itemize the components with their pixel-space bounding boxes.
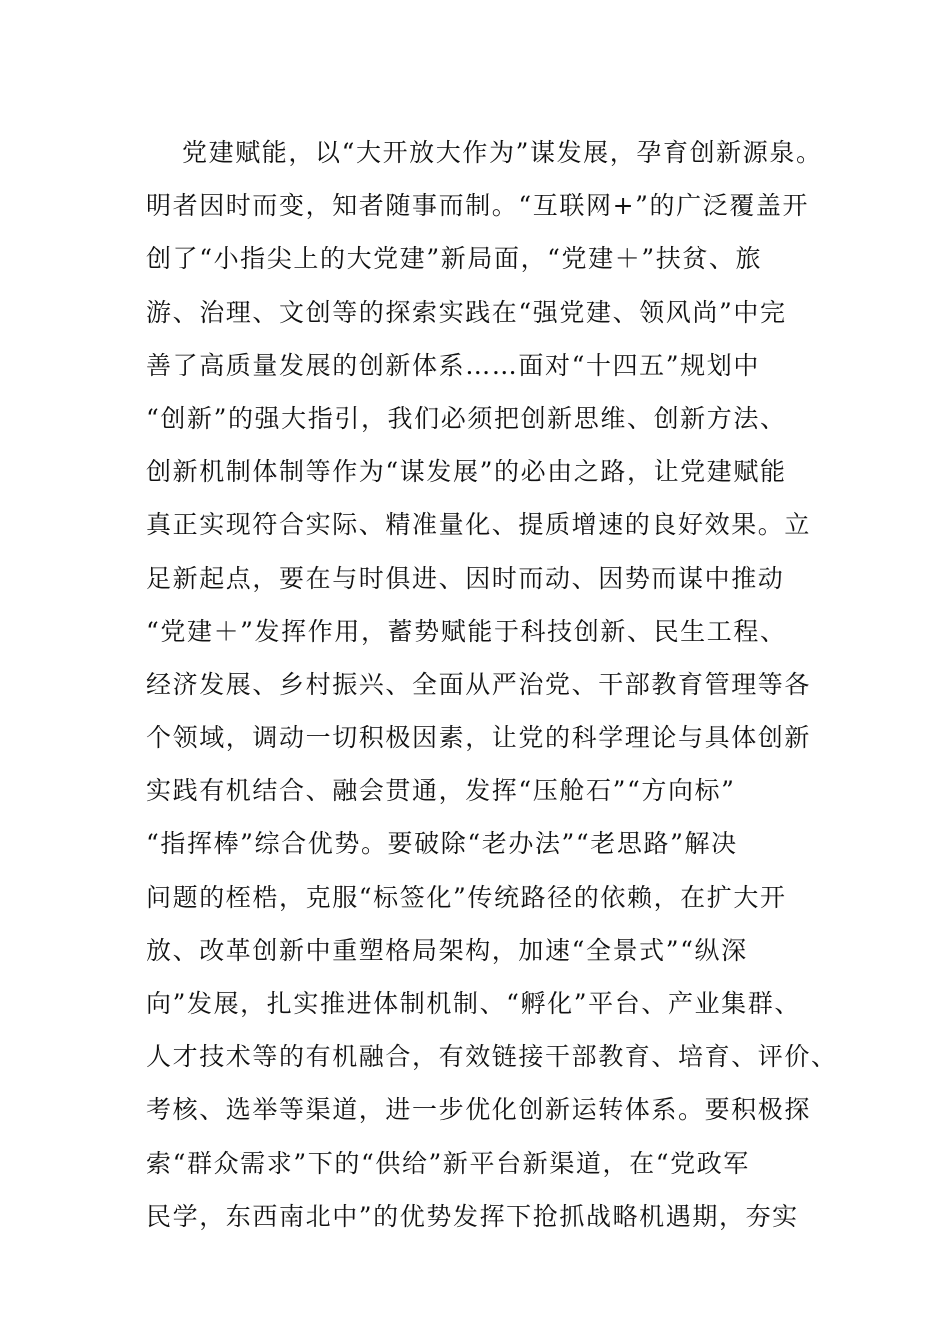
paragraph-line: 人才技术等的有机融合，有效链接干部教育、培育、评价、 — [146, 1042, 838, 1072]
paragraph-line: 实践有机结合、融会贯通，发挥“压舱石”“方向标” — [146, 776, 736, 806]
paragraph-line: 经济发展、乡村振兴、全面从严治党、干部教育管理等各 — [146, 669, 812, 699]
paragraph — [146, 126, 838, 1243]
paragraph-line: 善了高质量发展的创新体系……面对“十四五”规划中 — [146, 350, 760, 380]
paragraph-line: 真正实现符合实际、精准量化、提质增速的良好效果。立 — [146, 510, 812, 540]
paragraph-line: 民学，东西南北中”的优势发挥下抢抓战略机遇期，夯实 — [146, 1201, 799, 1231]
paragraph-line: 明者因时而变，知者随事而制。“互联网+”的广泛覆盖开 — [146, 191, 810, 221]
paragraph-line: 足新起点，要在与时俱进、因时而动、因势而谋中推动 — [146, 563, 785, 593]
paragraph-line: 向”发展，扎实推进体制机制、“孵化”平台、产业集群、 — [146, 989, 801, 1018]
paragraph-line: 个领域，调动一切积极因素，让党的科学理论与具体创新 — [146, 723, 812, 753]
paragraph-line: “党建＋”发挥作用，蓄势赋能于科技创新、民生工程、 — [146, 616, 787, 646]
paragraph-line: 问题的桎梏，克服“标签化”传统路径的依赖，在扩大开 — [146, 882, 787, 912]
paragraph-line: “指挥棒”综合优势。要破除“老办法”“老思路”解决 — [146, 829, 738, 859]
paragraph-line: 索“群众需求”下的“供给”新平台新渠道，在“党政军 — [146, 1148, 750, 1178]
paragraph-line: 游、治理、文创等的探索实践在“强党建、领风尚”中完 — [146, 297, 787, 327]
paragraph-line: 党建赋能，以“大开放大作为”谋发展，孕育创新源泉。 — [182, 138, 823, 167]
paragraph-line: “创新”的强大指引，我们必须把创新思维、创新方法、 — [146, 403, 787, 433]
paragraph-line: 放、改革创新中重塑格局架构，加速“全景式”“纵深 — [146, 935, 748, 965]
paragraph-line: 创了“小指尖上的大党建”新局面，“党建＋”扶贫、旅 — [146, 244, 763, 274]
paragraph-line: 考核、选举等渠道，进一步优化创新运转体系。要积极探 — [146, 1095, 812, 1125]
paragraph-line: 创新机制体制等作为“谋发展”的必由之路，让党建赋能 — [146, 457, 787, 487]
